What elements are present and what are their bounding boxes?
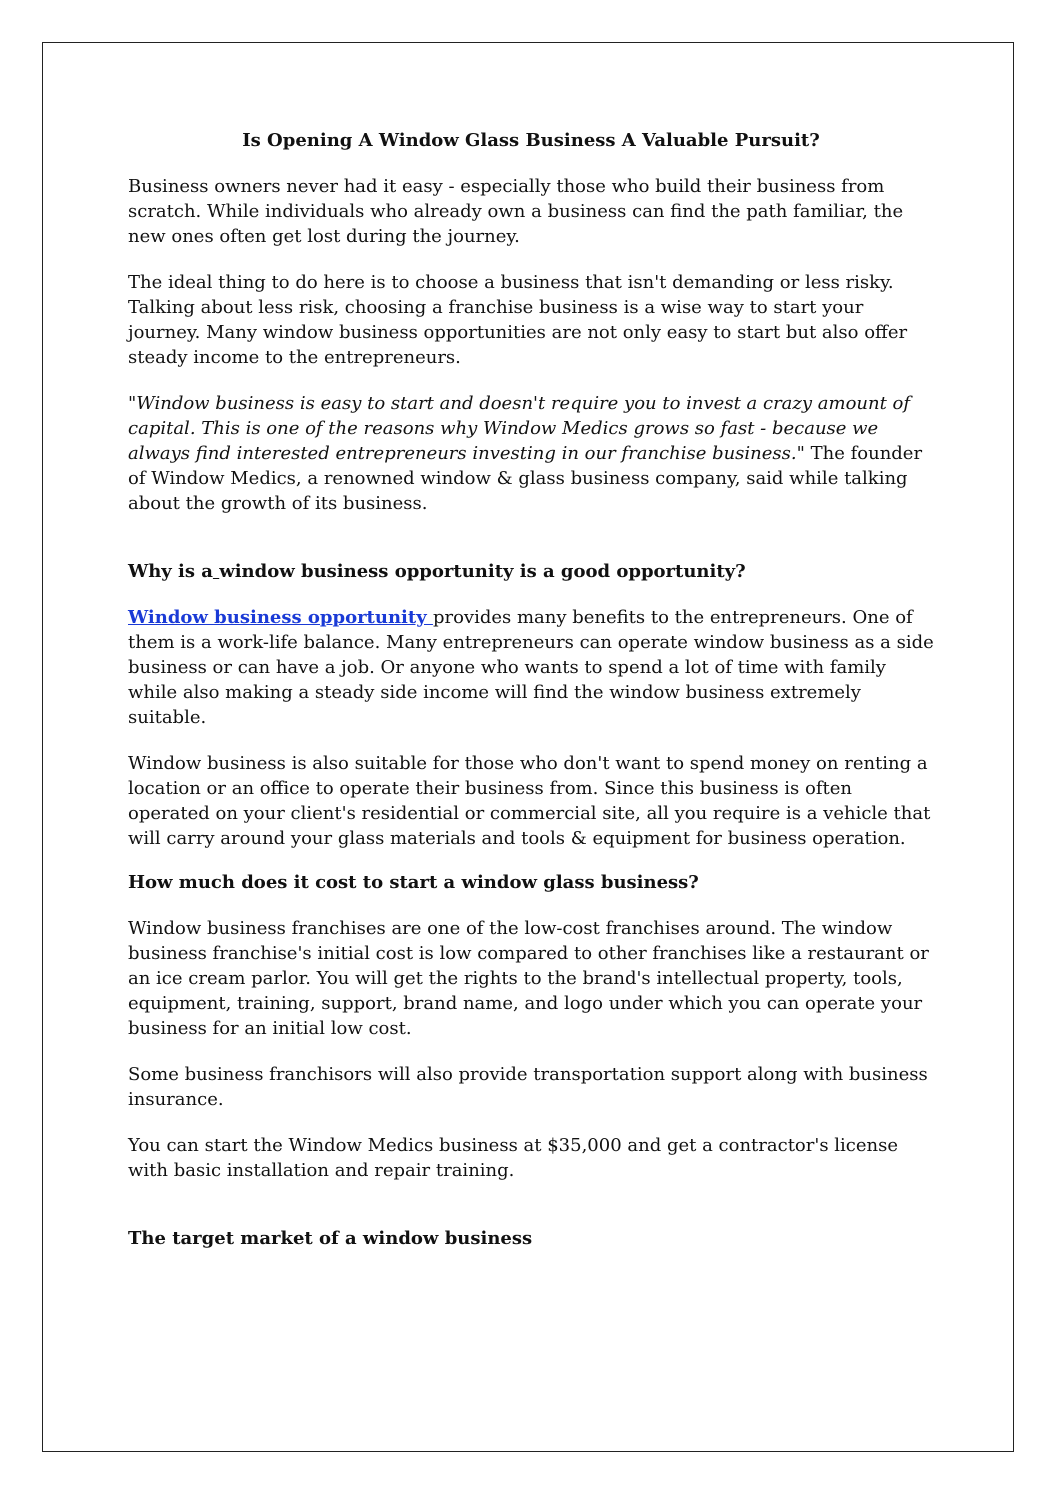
opportunity-paragraph-1-text: provides many benefits to the entrepreneurs. One of them is a work-life balance. Many entrepreneurs can operate window business as a side business or can have a job. Or anyone who wants to spend a lot of time with family while also making a steady side income will find the window business extremely suitable. [128, 607, 934, 728]
window-business-opportunity-link[interactable]: Window business opportunity [128, 607, 433, 628]
cost-paragraph-3: You can start the Window Medics business at $35,000 and get a contractor's license with basic installation and repair training. [128, 1135, 899, 1181]
cost-paragraph-1: Window business franchises are one of the low-cost franchises around. The window business franchise's initial cost is low compared to other franchises like a restaurant or an ice cream parlor. You will get the rights to the brand's intellectual property, tools, equipment, training, support, brand name, and logo under which you can operate your business for an initial low cost. [128, 918, 929, 1039]
document-body [128, 128, 934, 1272]
section-heading-why-part-1: Why is a [128, 561, 213, 582]
section-heading-why [128, 559, 934, 584]
section-heading-why-part-2: window business opportunity is a good opportunity? [219, 561, 746, 582]
section-heading-cost: How much does it cost to start a window glass business? [128, 872, 699, 893]
intro-paragraph-2: The ideal thing to do here is to choose a business that isn't demanding or less risky. Talking about less risk, choosing a franchise business is a wise way to start your journey. Many window business opportunities are not only easy to start but also offer steady income to the entrepreneurs. [128, 272, 908, 368]
founder-quote: "Window business is easy to start and doesn't require you to invest a crazy amount of capital. This is one of the reasons why Window Medics grows so fast - because we always find interested entrepreneurs investing in our franchise business." [128, 393, 911, 464]
opportunity-paragraph-1 [128, 605, 934, 730]
document-title: Is Opening A Window Glass Business A Valuable Pursuit? [242, 130, 820, 151]
quote-paragraph [128, 391, 934, 516]
quote-attribution: The founder of Window Medics, a renowned window & glass business company, said while talking about the growth of its business. [128, 443, 923, 514]
cost-paragraph-2: Some business franchisors will also provide transportation support along with business insurance. [128, 1064, 928, 1110]
opportunity-paragraph-2: Window business is also suitable for those who don't want to spend money on renting a location or an office to operate their business from. Since this business is often operated on your client's residential or commercial site, all you require is a vehicle that will carry around your glass materials and tools & equipment for business operation. [128, 753, 931, 849]
intro-paragraph-1: Business owners never had it easy - especially those who build their business from scratch. While individuals who already own a business can find the path familiar, the new ones often get lost during the journey. [128, 176, 904, 247]
section-heading-target-market: The target market of a window business [128, 1228, 533, 1249]
